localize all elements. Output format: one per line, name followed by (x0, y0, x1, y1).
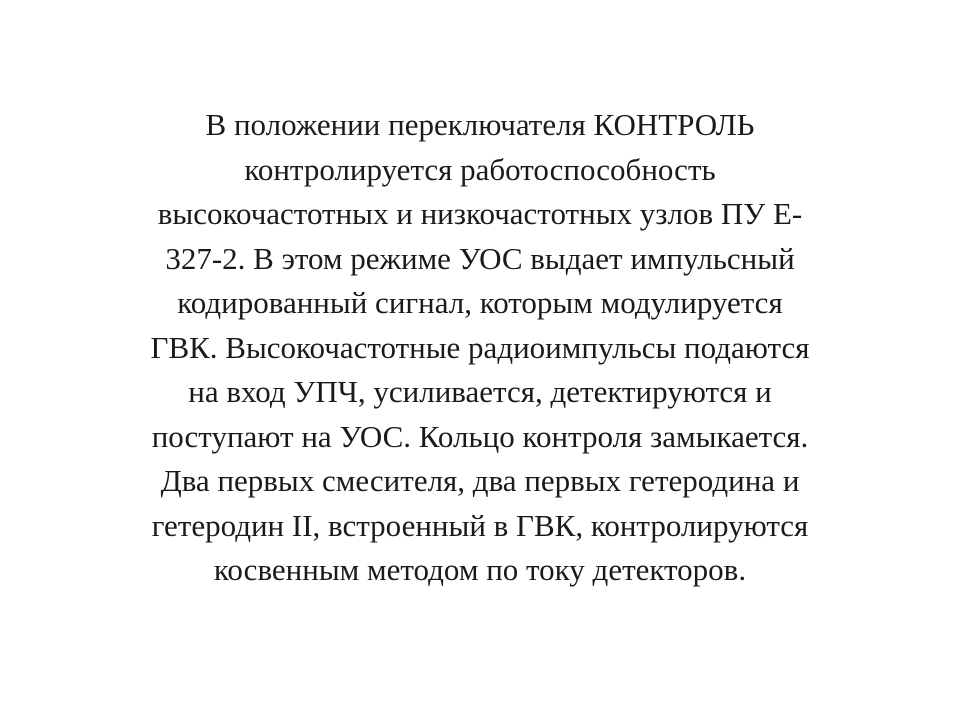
text-line: В положении переключателя КОНТРОЛЬ (205, 107, 755, 142)
text-line: ГВК. Высокочастотные радиоимпульсы подаются (150, 329, 810, 365)
text-line: 327-2. В этом режиме УОС выдает импульсный (165, 240, 795, 276)
text-line: Два первых смесителя, два первых гетеродина и (160, 463, 800, 498)
text-line: поступают на УОС. Кольцо контроля замыкается. (151, 418, 809, 454)
text-line: гетеродин II, встроенный в ГВК, контролируются (151, 507, 809, 543)
text-line: контролируется работоспособность (244, 151, 716, 187)
text-line: кодированный сигнал, которым модулируется (177, 285, 783, 320)
body-text (40, 103, 920, 593)
text-line: высокочастотных и низкочастотных узлов ПУ Е- (157, 196, 803, 231)
text-line: косвенным методом по току детекторов. (213, 552, 747, 587)
text-line: на вход УПЧ, усиливается, детектируются и (188, 374, 772, 409)
